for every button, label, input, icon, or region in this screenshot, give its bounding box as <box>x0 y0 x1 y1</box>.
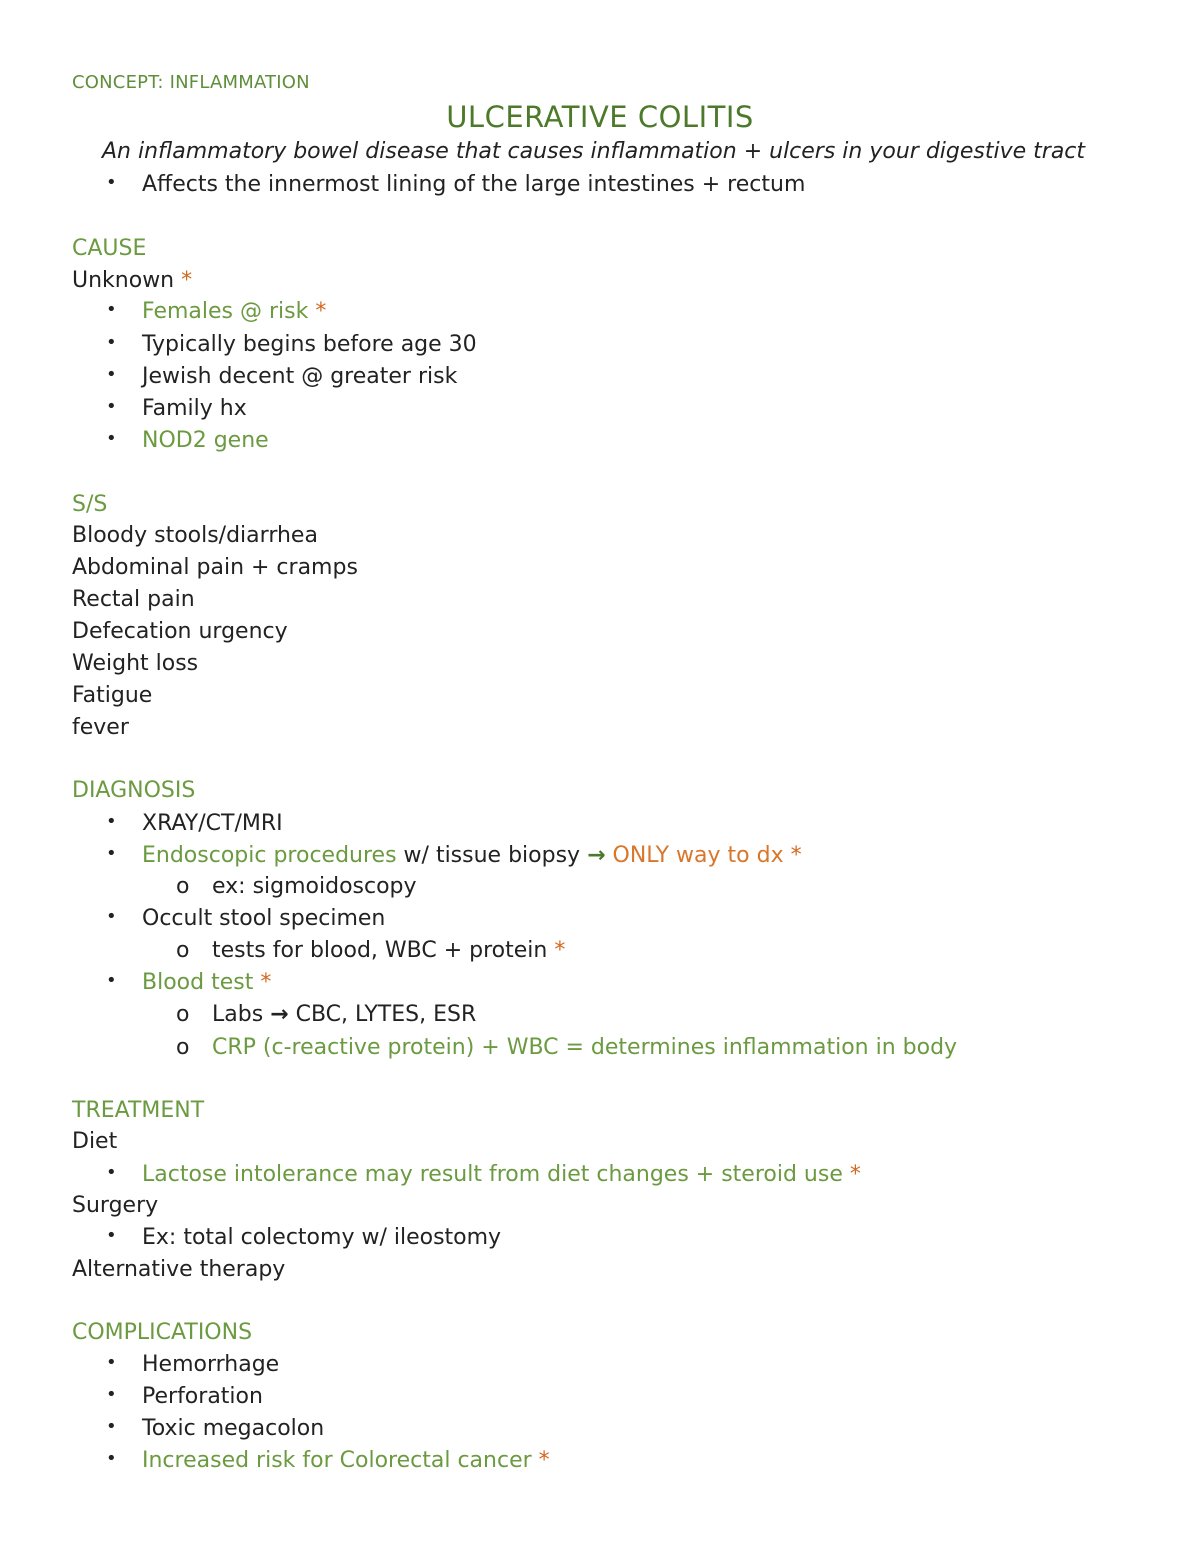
intro-bullet-text: Affects the innermost lining of the large intestines + rectum <box>142 172 806 197</box>
blood-test-line <box>142 970 271 995</box>
ss-item: Defecation urgency <box>72 619 288 644</box>
treatment-heading: TREATMENT <box>72 1098 205 1123</box>
ss-item: Bloody stools/diarrhea <box>72 523 318 548</box>
complication-line <box>142 1448 550 1473</box>
bullet-dot: • <box>106 1162 117 1183</box>
arrow-right-icon: → <box>270 1002 289 1027</box>
page-title: ULCERATIVE COLITIS <box>446 100 754 134</box>
bullet-dot: • <box>106 332 117 353</box>
cause-heading: CAUSE <box>72 236 147 261</box>
complication-label: Toxic megacolon <box>142 1416 325 1441</box>
occult-tests: tests for blood, WBC + protein <box>212 938 548 963</box>
cause-lead-text: Unknown <box>72 268 175 293</box>
diagnosis-endoscopic-line <box>142 843 802 868</box>
bullet-dot: • <box>106 1416 117 1437</box>
asterisk: * <box>790 843 802 868</box>
crp-note: CRP (c-reactive protein) + WBC = determines inflammation in body <box>212 1035 958 1060</box>
cause-item-label: Jewish decent @ greater risk <box>142 364 458 389</box>
diet-note: Lactose intolerance may result from diet changes + steroid use <box>142 1162 843 1187</box>
ss-item: Fatigue <box>72 683 153 708</box>
asterisk: * <box>315 299 327 324</box>
cause-item-label: NOD2 gene <box>142 428 269 453</box>
asterisk: * <box>538 1448 550 1473</box>
bullet-dot: • <box>106 970 117 991</box>
asterisk: * <box>849 1162 861 1187</box>
diagnosis-imaging: XRAY/CT/MRI <box>142 811 283 836</box>
labs-label: Labs <box>212 1002 264 1027</box>
bullet-dot: • <box>106 811 117 832</box>
occult-label: Occult stool specimen <box>142 906 386 931</box>
blood-test-label: Blood test <box>142 970 254 995</box>
treatment-surgery: Surgery <box>72 1193 159 1218</box>
cause-item-text <box>142 299 326 324</box>
cause-item-label: Typically begins before age 30 <box>142 332 477 357</box>
bullet-dot: • <box>106 172 117 193</box>
sub-bullet: o <box>176 1002 190 1027</box>
complication-label: Hemorrhage <box>142 1352 280 1377</box>
treatment-alternative: Alternative therapy <box>72 1257 286 1282</box>
arrow-right-icon: → <box>587 843 606 868</box>
endoscopic-example: ex: sigmoidoscopy <box>212 874 417 899</box>
ss-item: Abdominal pain + cramps <box>72 555 358 580</box>
bullet-dot: • <box>106 428 117 449</box>
complication-label: Increased risk for Colorectal cancer <box>142 1448 532 1473</box>
labs-list: CBC, LYTES, ESR <box>295 1002 477 1027</box>
diagnosis-heading: DIAGNOSIS <box>72 778 196 803</box>
bullet-dot: • <box>106 1448 117 1469</box>
concept-label: CONCEPT: INFLAMMATION <box>72 72 310 93</box>
endoscopic-label: Endoscopic procedures <box>142 843 397 868</box>
asterisk: * <box>181 268 193 293</box>
sub-bullet: o <box>176 938 190 963</box>
ss-item: Weight loss <box>72 651 199 676</box>
diet-note-line <box>142 1162 861 1187</box>
bullet-dot: • <box>106 843 117 864</box>
asterisk: * <box>554 938 566 963</box>
ss-item: Rectal pain <box>72 587 195 612</box>
asterisk: * <box>260 970 272 995</box>
bullet-dot: • <box>106 906 117 927</box>
labs-line <box>212 1002 476 1027</box>
bullet-dot: • <box>106 1384 117 1405</box>
ss-item: fever <box>72 715 129 740</box>
bullet-dot: • <box>106 396 117 417</box>
definition: An inflammatory bowel disease that causes inflammation + ulcers in your digestive tract <box>102 139 1086 164</box>
sub-bullet: o <box>176 1035 190 1060</box>
cause-item-label: Females @ risk <box>142 299 309 324</box>
bullet-dot: • <box>106 364 117 385</box>
cause-item-label: Family hx <box>142 396 247 421</box>
ss-heading: S/S <box>72 492 108 517</box>
cause-lead <box>72 268 192 293</box>
bullet-dot: • <box>106 299 117 320</box>
occult-tests-line <box>212 938 565 963</box>
endoscopic-rest: w/ tissue biopsy <box>403 843 581 868</box>
bullet-dot: • <box>106 1352 117 1373</box>
only-way-label: ONLY way to dx <box>612 843 784 868</box>
sub-bullet: o <box>176 874 190 899</box>
complications-heading: COMPLICATIONS <box>72 1320 253 1345</box>
treatment-diet: Diet <box>72 1129 118 1154</box>
complication-label: Perforation <box>142 1384 263 1409</box>
bullet-dot: • <box>106 1225 117 1246</box>
surgery-note: Ex: total colectomy w/ ileostomy <box>142 1225 502 1250</box>
